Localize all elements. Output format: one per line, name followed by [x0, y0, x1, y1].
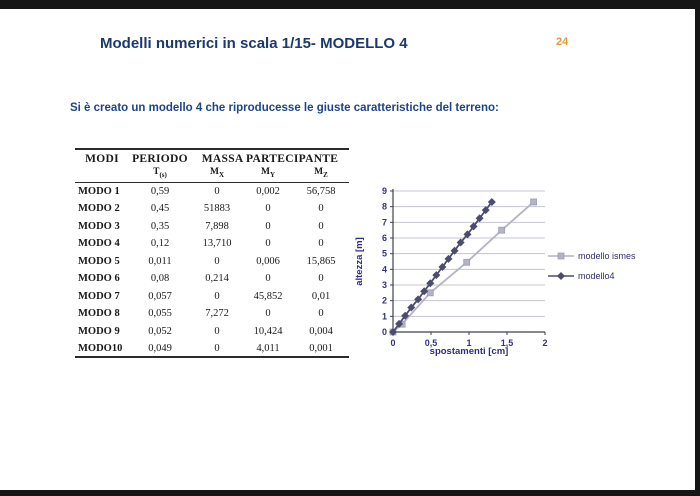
slide-subtitle: Si è creato un modello 4 che riproducesse le giuste caratteristiche del terreno: — [70, 102, 499, 114]
table-row — [75, 182, 349, 200]
y-tick-label: 1 — [381, 311, 387, 322]
x-tick-label: 0,5 — [424, 338, 438, 348]
y-tick-label: 3 — [381, 280, 387, 290]
table-row — [75, 340, 349, 358]
y-gridlines — [393, 191, 545, 316]
square-marker — [531, 199, 537, 205]
cell-t: 0,45 — [150, 203, 170, 215]
header-periodo: PERIODO — [129, 149, 191, 166]
x-tick-label: 2 — [542, 338, 548, 348]
table-row — [75, 322, 349, 340]
y-tick-label: 8 — [381, 201, 387, 212]
y-axis-label: altezza [m] — [354, 237, 365, 286]
cell-mx: 0 — [214, 325, 220, 337]
subheader-mx: $M_X$ — [191, 166, 243, 182]
subheader-mz: $M_Z$ — [293, 166, 349, 182]
mode-name: MODO 7 — [78, 290, 120, 302]
cell-mz: 0 — [318, 273, 324, 285]
cell-t: 0,08 — [150, 273, 170, 285]
cell-t: 0,59 — [150, 185, 170, 197]
cell-t: 0,35 — [150, 220, 170, 232]
y-tick-label: 7 — [381, 217, 387, 228]
mode-name: MODO 8 — [78, 308, 120, 320]
cell-mx: 7,272 — [205, 308, 229, 320]
table-row — [75, 305, 349, 323]
cell-t: 0,055 — [148, 308, 172, 320]
y-tick-label: 4 — [381, 264, 387, 275]
cell-mz: 0,01 — [311, 290, 331, 302]
x-axis-label: spostamenti [cm] — [429, 346, 509, 357]
cell-mx: 0 — [214, 185, 220, 197]
cell-my: 45,852 — [253, 290, 283, 302]
y-tick-label: 5 — [381, 248, 387, 259]
cell-mx: 13,710 — [202, 238, 232, 250]
mode-name: MODO 1 — [78, 185, 120, 197]
cell-mz: 56,758 — [306, 185, 336, 197]
cell-mz: 0 — [318, 308, 324, 320]
legend-label: modello4 — [578, 271, 615, 281]
subheader-my: $M_Y$ — [243, 166, 293, 182]
cell-mx: 51883 — [203, 203, 231, 215]
cell-my: 0 — [265, 203, 271, 215]
cell-mx: 0 — [191, 340, 243, 358]
series-modello4 — [389, 198, 496, 336]
y-tick-label: 6 — [381, 233, 387, 243]
y-tick-label: 2 — [381, 295, 387, 306]
square-marker — [427, 290, 433, 296]
mode-name: MODO 6 — [78, 273, 120, 285]
cell-my: 0 — [265, 220, 271, 232]
cell-t: 0,12 — [150, 238, 170, 250]
cell-my: 0 — [265, 308, 271, 320]
mode-name: MODO 2 — [78, 203, 120, 215]
page-number: 24 — [556, 36, 569, 48]
mode-name: MODO10 — [75, 340, 129, 358]
table-row — [75, 217, 349, 235]
square-marker — [558, 253, 564, 259]
cell-mz: 0 — [318, 238, 324, 250]
square-marker — [464, 259, 470, 265]
cell-t: 0,049 — [129, 340, 191, 358]
table-row — [75, 287, 349, 305]
tick-labels — [382, 186, 548, 348]
table-row — [75, 200, 349, 218]
cell-mx: 7,898 — [205, 220, 229, 232]
cell-my: 0 — [265, 273, 271, 285]
mode-name: MODO 5 — [78, 255, 120, 267]
cell-mz: 0 — [318, 203, 324, 215]
legend — [548, 251, 636, 281]
cell-my: 0,006 — [256, 255, 280, 267]
table-header-row — [75, 149, 349, 166]
x-tick-label: 1 — [466, 338, 472, 348]
cell-mz: 15,865 — [306, 255, 336, 267]
page-title: Modelli numerici in scala 1/15- MODELLO 4 — [100, 35, 408, 52]
cell-mx: 0 — [214, 290, 220, 302]
x-tick-label: 0 — [390, 338, 396, 348]
y-tick-label: 0 — [381, 327, 387, 337]
legend-label: modello ismes — [578, 251, 636, 261]
cell-t: 0,057 — [148, 290, 172, 302]
mode-name: MODO 4 — [78, 238, 120, 250]
cell-t: 0,052 — [148, 325, 172, 337]
subheader-empty — [75, 166, 129, 182]
square-marker — [499, 227, 505, 233]
x-tick-label: 1,5 — [500, 338, 514, 348]
series-line — [393, 202, 534, 332]
cell-my: 10,424 — [253, 325, 283, 337]
y-tick-label: 9 — [381, 186, 387, 196]
subheader-t: $T_{(s)}$ — [129, 166, 191, 182]
chart — [352, 171, 692, 371]
cell-mx: 0 — [214, 255, 220, 267]
mode-name: MODO 9 — [78, 325, 120, 337]
cell-mz: 0,004 — [309, 325, 333, 337]
cell-my: 0 — [265, 238, 271, 250]
modes-table — [75, 148, 349, 358]
cell-my: 4,011 — [243, 340, 293, 358]
header-modi: MODI — [75, 149, 129, 166]
table-row — [75, 235, 349, 253]
table-subheader-row — [75, 166, 349, 182]
mode-name: MODO 3 — [78, 220, 120, 232]
series-modello-ismes — [390, 199, 537, 335]
cell-mz: 0 — [318, 220, 324, 232]
cell-mz: 0,001 — [293, 340, 349, 358]
table-row — [75, 270, 349, 288]
legend-item — [548, 251, 636, 261]
cell-t: 0,011 — [148, 255, 172, 267]
cell-mx: 0,214 — [205, 273, 229, 285]
legend-item — [548, 271, 615, 281]
header-massa: MASSA PARTECIPANTE — [191, 149, 349, 166]
cell-my: 0,002 — [256, 185, 280, 197]
table-row — [75, 252, 349, 270]
diamond-marker — [557, 272, 565, 280]
